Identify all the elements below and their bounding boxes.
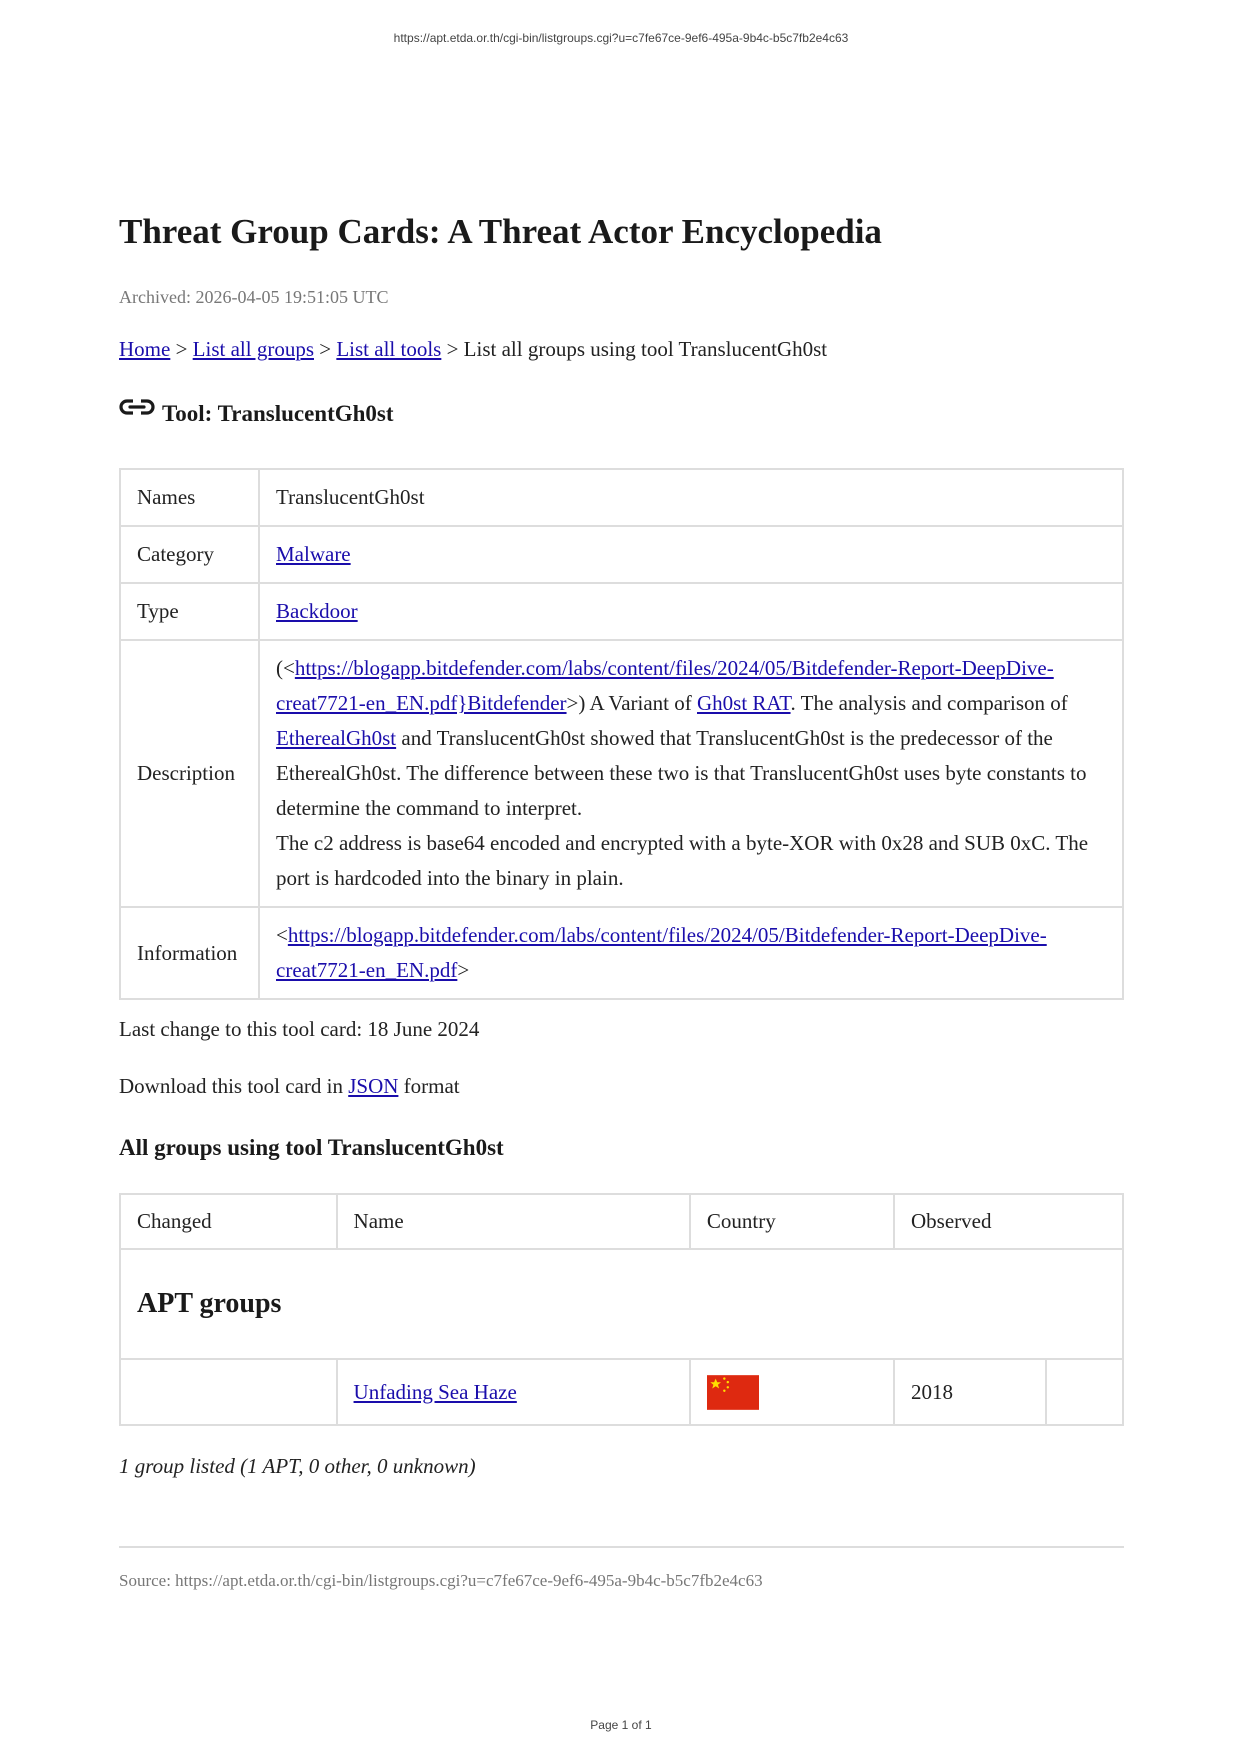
section-row	[120, 1249, 1123, 1359]
observed-cell: 2018	[894, 1359, 1046, 1425]
groups-summary: 1 group listed (1 APT, 0 other, 0 unknown)	[119, 1454, 476, 1478]
footer-divider	[119, 1546, 1124, 1548]
print-header-url: https://apt.etda.or.th/cgi-bin/listgroups.cgi?u=c7fe67ce-9ef6-495a-9b4c-b5c7fb2e4c63	[393, 31, 849, 45]
page-number: Page 1 of 1	[590, 1718, 652, 1732]
breadcrumb-separator: >	[175, 337, 188, 361]
information-bracket: >	[457, 958, 470, 982]
table-header-row	[120, 1194, 1123, 1249]
category-label: Category	[120, 526, 259, 583]
tool-heading	[119, 401, 394, 427]
information-label: Information	[120, 907, 259, 999]
groups-heading: All groups using tool TranslucentGh0st	[119, 1135, 504, 1160]
description-text: and TranslucentGh0st showed that TranslucentGh0st is the predecessor of the EtherealGh0st. The difference between these two is that TranslucentGh0st uses byte constants to determine the command to interpret.	[276, 726, 1087, 820]
breadcrumb-list-tools-link[interactable]: List all tools	[336, 337, 442, 361]
table-row	[120, 640, 1123, 907]
breadcrumb-separator: >	[319, 337, 332, 361]
download-text: Download this tool card in	[119, 1074, 349, 1098]
column-header-name: Name	[337, 1194, 690, 1249]
names-value: TranslucentGh0st	[259, 469, 1123, 526]
extra-cell	[1046, 1359, 1123, 1425]
category-malware-link[interactable]: Malware	[276, 542, 351, 566]
description-text: The c2 address is base64 encoded and encrypted with a byte-XOR with 0x28 and SUB 0xC. The port is hardcoded into the binary in plain.	[276, 831, 1089, 890]
link-icon	[119, 395, 155, 423]
column-header-changed: Changed	[120, 1194, 337, 1249]
names-label: Names	[120, 469, 259, 526]
download-text: format	[398, 1074, 460, 1098]
download-line	[119, 1074, 460, 1099]
breadcrumb	[119, 337, 827, 362]
last-change-text: Last change to this tool card: 18 June 2024	[119, 1017, 480, 1041]
table-row	[120, 907, 1123, 999]
column-header-observed: Observed	[894, 1194, 1123, 1249]
breadcrumb-home-link[interactable]: Home	[119, 337, 171, 361]
type-label: Type	[120, 583, 259, 640]
tool-info-table	[119, 468, 1124, 1000]
category-value	[259, 526, 1123, 583]
section-title-apt-groups: APT groups	[120, 1249, 1123, 1359]
information-bracket: <	[276, 923, 288, 947]
group-link-unfading-sea-haze[interactable]: Unfading Sea Haze	[353, 1379, 517, 1404]
table-row	[120, 469, 1123, 526]
gh0st-rat-link[interactable]: Gh0st RAT	[697, 691, 791, 715]
description-text: . The analysis and comparison of	[790, 691, 1068, 715]
information-value	[259, 907, 1123, 999]
description-text: (<	[276, 656, 295, 680]
country-cell	[690, 1359, 894, 1425]
description-value	[259, 640, 1123, 907]
description-label: Description	[120, 640, 259, 907]
tool-heading-text: Tool: TranslucentGh0st	[162, 401, 394, 426]
breadcrumb-list-groups-link[interactable]: List all groups	[192, 337, 314, 361]
name-cell	[337, 1359, 690, 1425]
type-value	[259, 583, 1123, 640]
type-backdoor-link[interactable]: Backdoor	[276, 599, 358, 623]
table-row	[120, 526, 1123, 583]
table-row	[120, 583, 1123, 640]
description-text: >) A Variant of	[566, 691, 697, 715]
breadcrumb-current: > List all groups using tool TranslucentGh0st	[446, 337, 828, 361]
china-flag-icon	[707, 1375, 759, 1410]
column-header-country: Country	[690, 1194, 894, 1249]
groups-table	[119, 1193, 1124, 1426]
json-download-link[interactable]: JSON	[348, 1074, 399, 1098]
information-report-link[interactable]: https://blogapp.bitdefender.com/labs/content/files/2024/05/Bitdefender-Report-DeepDive-creat7721-en_EN.pdf	[276, 923, 1047, 982]
archived-timestamp: Archived: 2026-04-05 19:51:05 UTC	[119, 287, 389, 307]
changed-cell	[120, 1359, 337, 1425]
source-url: Source: https://apt.etda.or.th/cgi-bin/listgroups.cgi?u=c7fe67ce-9ef6-495a-9b4c-b5c7fb2e4c63	[119, 1571, 763, 1590]
etherealgh0st-link[interactable]: EtherealGh0st	[276, 726, 397, 750]
page-title: Threat Group Cards: A Threat Actor Encyclopedia	[119, 212, 882, 251]
bitdefender-report-link[interactable]: https://blogapp.bitdefender.com/labs/content/files/2024/05/Bitdefender-Report-DeepDive-creat7721-en_EN.pdf}Bitdefender	[276, 656, 1054, 715]
table-row	[120, 1359, 1123, 1425]
